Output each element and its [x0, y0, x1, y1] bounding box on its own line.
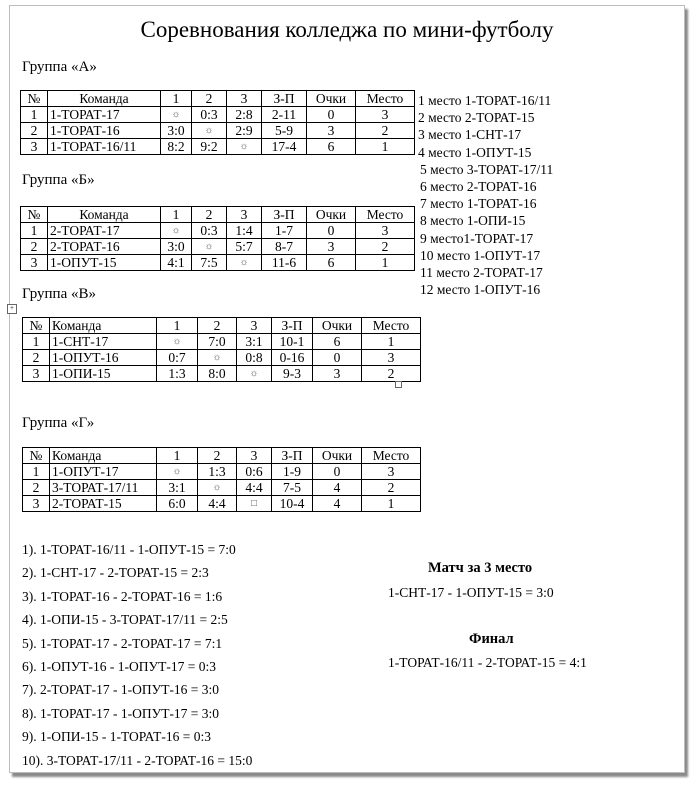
cell-r1: 3:0 — [161, 123, 192, 139]
placing-item: 11 место 2-ТОРАТ-17 — [420, 265, 543, 281]
cell-r1: 3:1 — [157, 480, 198, 496]
result-line: 1). 1-ТОРАТ-16/11 - 1-ОПУТ-15 = 7:0 — [22, 542, 236, 557]
table-row — [21, 139, 415, 155]
column-header: Очки — [307, 207, 356, 223]
cell-r3: ☼ — [227, 139, 262, 155]
cell-r2: ☼ — [192, 239, 227, 255]
column-header: 1 — [157, 318, 198, 334]
cell-n: 3 — [23, 496, 50, 512]
cell-team: 1-ТОРАТ-17 — [48, 107, 161, 123]
table-row — [23, 464, 421, 480]
cell-team: 1-ТОРАТ-16/11 — [48, 139, 161, 155]
cell-zp: 2-11 — [262, 107, 307, 123]
cell-pts: 6 — [307, 255, 356, 271]
cell-place: 2 — [356, 123, 415, 139]
cell-pts: 4 — [313, 496, 362, 512]
column-header: З-П — [262, 207, 307, 223]
cell-r2: 8:0 — [198, 366, 237, 382]
column-header: Место — [362, 318, 421, 334]
column-header: 3 — [227, 91, 262, 107]
column-header: Место — [356, 207, 415, 223]
table-row — [23, 496, 421, 512]
column-header: 1 — [161, 91, 192, 107]
cell-r2: 9:2 — [192, 139, 227, 155]
cell-zp: 8-7 — [262, 239, 307, 255]
cell-r1: 4:1 — [161, 255, 192, 271]
cell-team: 2-ТОРАТ-15 — [50, 496, 157, 512]
cell-r1: 6:0 — [157, 496, 198, 512]
placing-item: 8 место 1-ОПИ-15 — [420, 213, 526, 229]
table-row — [21, 239, 415, 255]
cell-pts: 4 — [313, 480, 362, 496]
cell-r1: ☼ — [161, 107, 192, 123]
column-header: 2 — [198, 448, 237, 464]
group-b-title: Группа «Б» — [22, 172, 95, 188]
column-header: № — [21, 91, 48, 107]
cell-r2: ☼ — [192, 123, 227, 139]
cell-r2: 4:4 — [198, 496, 237, 512]
group-b-table — [20, 206, 415, 271]
cell-place: 1 — [356, 255, 415, 271]
group-g-table — [22, 447, 421, 512]
cell-place: 2 — [362, 366, 421, 382]
placing-item: 4 место 1-ОПУТ-15 — [418, 144, 532, 160]
placing-item: 10 место 1-ОПУТ-17 — [420, 247, 541, 263]
cell-r3: ☼ — [237, 366, 272, 382]
cell-team: 2-ТОРАТ-17 — [48, 223, 161, 239]
placing-item: 3 место 1-СНТ-17 — [418, 127, 522, 143]
placing-item: 12 место 1-ОПУТ-16 — [420, 282, 541, 298]
cell-place: 1 — [356, 139, 415, 155]
cell-pts: 3 — [313, 366, 362, 382]
column-header: З-П — [262, 91, 307, 107]
cell-r2: 7:5 — [192, 255, 227, 271]
cell-pts: 3 — [307, 239, 356, 255]
column-header: Очки — [313, 318, 362, 334]
table-row — [23, 366, 421, 382]
column-header: 1 — [161, 207, 192, 223]
table-resize-handle[interactable] — [395, 381, 402, 388]
cell-r1: 1:3 — [157, 366, 198, 382]
cell-team: 1-ТОРАТ-16 — [48, 123, 161, 139]
cell-place: 3 — [362, 350, 421, 366]
table-row — [23, 480, 421, 496]
cell-zp: 7-5 — [272, 480, 313, 496]
cell-pts: 6 — [307, 139, 356, 155]
cell-r3: 0:6 — [237, 464, 272, 480]
cell-zp: 0-16 — [272, 350, 313, 366]
column-header: 3 — [237, 448, 272, 464]
table-row — [23, 334, 421, 350]
column-header: З-П — [272, 318, 313, 334]
result-line: 9). 1-ОПИ-15 - 1-ТОРАТ-16 = 0:3 — [22, 729, 211, 745]
cell-n: 1 — [23, 464, 50, 480]
table-header-row — [23, 318, 421, 334]
result-line: 5). 1-ТОРАТ-17 - 2-ТОРАТ-17 = 7:1 — [22, 635, 223, 651]
column-header: № — [21, 207, 48, 223]
cell-r1: 3:0 — [161, 239, 192, 255]
table-row — [23, 350, 421, 366]
column-header: 2 — [198, 318, 237, 334]
table-header-row — [23, 448, 421, 464]
cell-place: 2 — [362, 480, 421, 496]
table-row — [21, 255, 415, 271]
column-header: № — [23, 318, 50, 334]
cell-r3: 0:8 — [237, 350, 272, 366]
cell-zp: 9-3 — [272, 366, 313, 382]
table-row — [21, 107, 415, 123]
cell-zp: 1-9 — [272, 464, 313, 480]
cell-r2: 0:3 — [192, 223, 227, 239]
column-header: Место — [362, 448, 421, 464]
group-a-table — [20, 90, 415, 155]
cell-r2: 0:3 — [192, 107, 227, 123]
cell-zp: 10-1 — [272, 334, 313, 350]
cell-zp: 17-4 — [262, 139, 307, 155]
cell-team: 2-ТОРАТ-16 — [48, 239, 161, 255]
group-g-title: Группа «Г» — [22, 415, 95, 431]
group-v-table — [22, 317, 421, 382]
cell-n: 2 — [21, 123, 48, 139]
placing-item: 7 место 1-ТОРАТ-16 — [420, 196, 537, 212]
cell-n: 2 — [21, 239, 48, 255]
cell-n: 3 — [21, 255, 48, 271]
cell-r3: 2:8 — [227, 107, 262, 123]
result-line: 6). 1-ОПУТ-16 - 1-ОПУТ-17 = 0:3 — [22, 658, 216, 674]
result-line: 10). 3-ТОРАТ-17/11 - 2-ТОРАТ-16 = 15:0 — [22, 752, 253, 768]
cell-pts: 0 — [307, 107, 356, 123]
column-header: 1 — [157, 448, 198, 464]
table-row — [21, 123, 415, 139]
result-line: 4). 1-ОПИ-15 - 3-ТОРАТ-17/11 = 2:5 — [22, 612, 228, 628]
cell-zp: 10-4 — [272, 496, 313, 512]
column-header: Место — [356, 91, 415, 107]
cell-pts: 6 — [313, 334, 362, 350]
group-v-title: Группа «В» — [22, 286, 96, 302]
placing-item: 2 место 2-ТОРАТ-15 — [418, 110, 535, 126]
cell-n: 3 — [23, 366, 50, 382]
cell-r1: ☼ — [157, 334, 198, 350]
cell-team: 1-ОПУТ-16 — [50, 350, 157, 366]
cell-pts: 3 — [307, 123, 356, 139]
cell-place: 3 — [356, 223, 415, 239]
cell-n: 2 — [23, 480, 50, 496]
cell-place: 3 — [356, 107, 415, 123]
column-header: Команда — [50, 448, 157, 464]
column-header: Очки — [313, 448, 362, 464]
cell-r3: □ — [237, 496, 272, 512]
table-header-row — [21, 91, 415, 107]
cell-r3: 1:4 — [227, 223, 262, 239]
final-result: 1-ТОРАТ-16/11 - 2-ТОРАТ-15 = 4:1 — [388, 655, 587, 670]
cell-r1: ☼ — [161, 223, 192, 239]
result-line: 2). 1-СНТ-17 - 2-ТОРАТ-15 = 2:3 — [22, 565, 209, 581]
cell-team: 1-ОПИ-15 — [50, 366, 157, 382]
cell-r2: 7:0 — [198, 334, 237, 350]
table-row — [21, 223, 415, 239]
table-move-handle[interactable]: + — [7, 304, 17, 314]
cell-pts: 0 — [313, 350, 362, 366]
result-line: 3). 1-ТОРАТ-16 - 2-ТОРАТ-16 = 1:6 — [22, 588, 223, 604]
column-header: Команда — [50, 318, 157, 334]
result-line: 7). 2-ТОРАТ-17 - 1-ОПУТ-16 = 3:0 — [22, 682, 220, 698]
third-place-result: 1-СНТ-17 - 1-ОПУТ-15 = 3:0 — [388, 585, 554, 600]
group-a-title: Группа «А» — [22, 59, 97, 75]
cell-r1: ☼ — [157, 464, 198, 480]
column-header: 2 — [192, 91, 227, 107]
cell-place: 1 — [362, 334, 421, 350]
final-heading: Финал — [469, 631, 514, 647]
cell-pts: 0 — [307, 223, 356, 239]
page-title: Соревнования колледжа по мини-футболу — [140, 17, 554, 42]
cell-n: 2 — [23, 350, 50, 366]
cell-r3: ☼ — [227, 255, 262, 271]
cell-place: 1 — [362, 496, 421, 512]
cell-place: 3 — [362, 464, 421, 480]
cell-r2: ☼ — [198, 350, 237, 366]
column-header: З-П — [272, 448, 313, 464]
third-place-heading: Матч за 3 место — [428, 560, 533, 576]
placing-item: 1 место 1-ТОРАТ-16/11 — [418, 93, 552, 108]
cell-n: 1 — [21, 223, 48, 239]
cell-team: 3-ТОРАТ-17/11 — [50, 480, 157, 496]
cell-team: 1-ОПУТ-15 — [48, 255, 161, 271]
column-header: Команда — [48, 91, 161, 107]
cell-r2: 1:3 — [198, 464, 237, 480]
column-header: 2 — [192, 207, 227, 223]
cell-r3: 2:9 — [227, 123, 262, 139]
column-header: Очки — [307, 91, 356, 107]
cell-team: 1-СНТ-17 — [50, 334, 157, 350]
cell-r1: 0:7 — [157, 350, 198, 366]
cell-zp: 11-6 — [262, 255, 307, 271]
cell-team: 1-ОПУТ-17 — [50, 464, 157, 480]
cell-n: 1 — [23, 334, 50, 350]
cell-r3: 4:4 — [237, 480, 272, 496]
column-header: № — [23, 448, 50, 464]
cell-n: 3 — [21, 139, 48, 155]
document-page — [9, 5, 685, 773]
cell-pts: 0 — [313, 464, 362, 480]
column-header: 3 — [227, 207, 262, 223]
cell-r3: 3:1 — [237, 334, 272, 350]
placing-item: 6 место 2-ТОРАТ-16 — [420, 179, 537, 195]
match-results — [22, 538, 252, 772]
cell-zp: 1-7 — [262, 223, 307, 239]
placing-item: 5 место 3-ТОРАТ-17/11 — [420, 161, 554, 177]
cell-zp: 5-9 — [262, 123, 307, 139]
table-header-row — [21, 207, 415, 223]
cell-n: 1 — [21, 107, 48, 123]
cell-r1: 8:2 — [161, 139, 192, 155]
column-header: 3 — [237, 318, 272, 334]
result-line: 8). 1-ТОРАТ-17 - 1-ОПУТ-17 = 3:0 — [22, 705, 220, 721]
column-header: Команда — [48, 207, 161, 223]
final-placings — [418, 92, 553, 298]
cell-r3: 5:7 — [227, 239, 262, 255]
cell-r2: ☼ — [198, 480, 237, 496]
cell-place: 2 — [356, 239, 415, 255]
placing-item: 9 место1-ТОРАТ-17 — [420, 230, 534, 246]
